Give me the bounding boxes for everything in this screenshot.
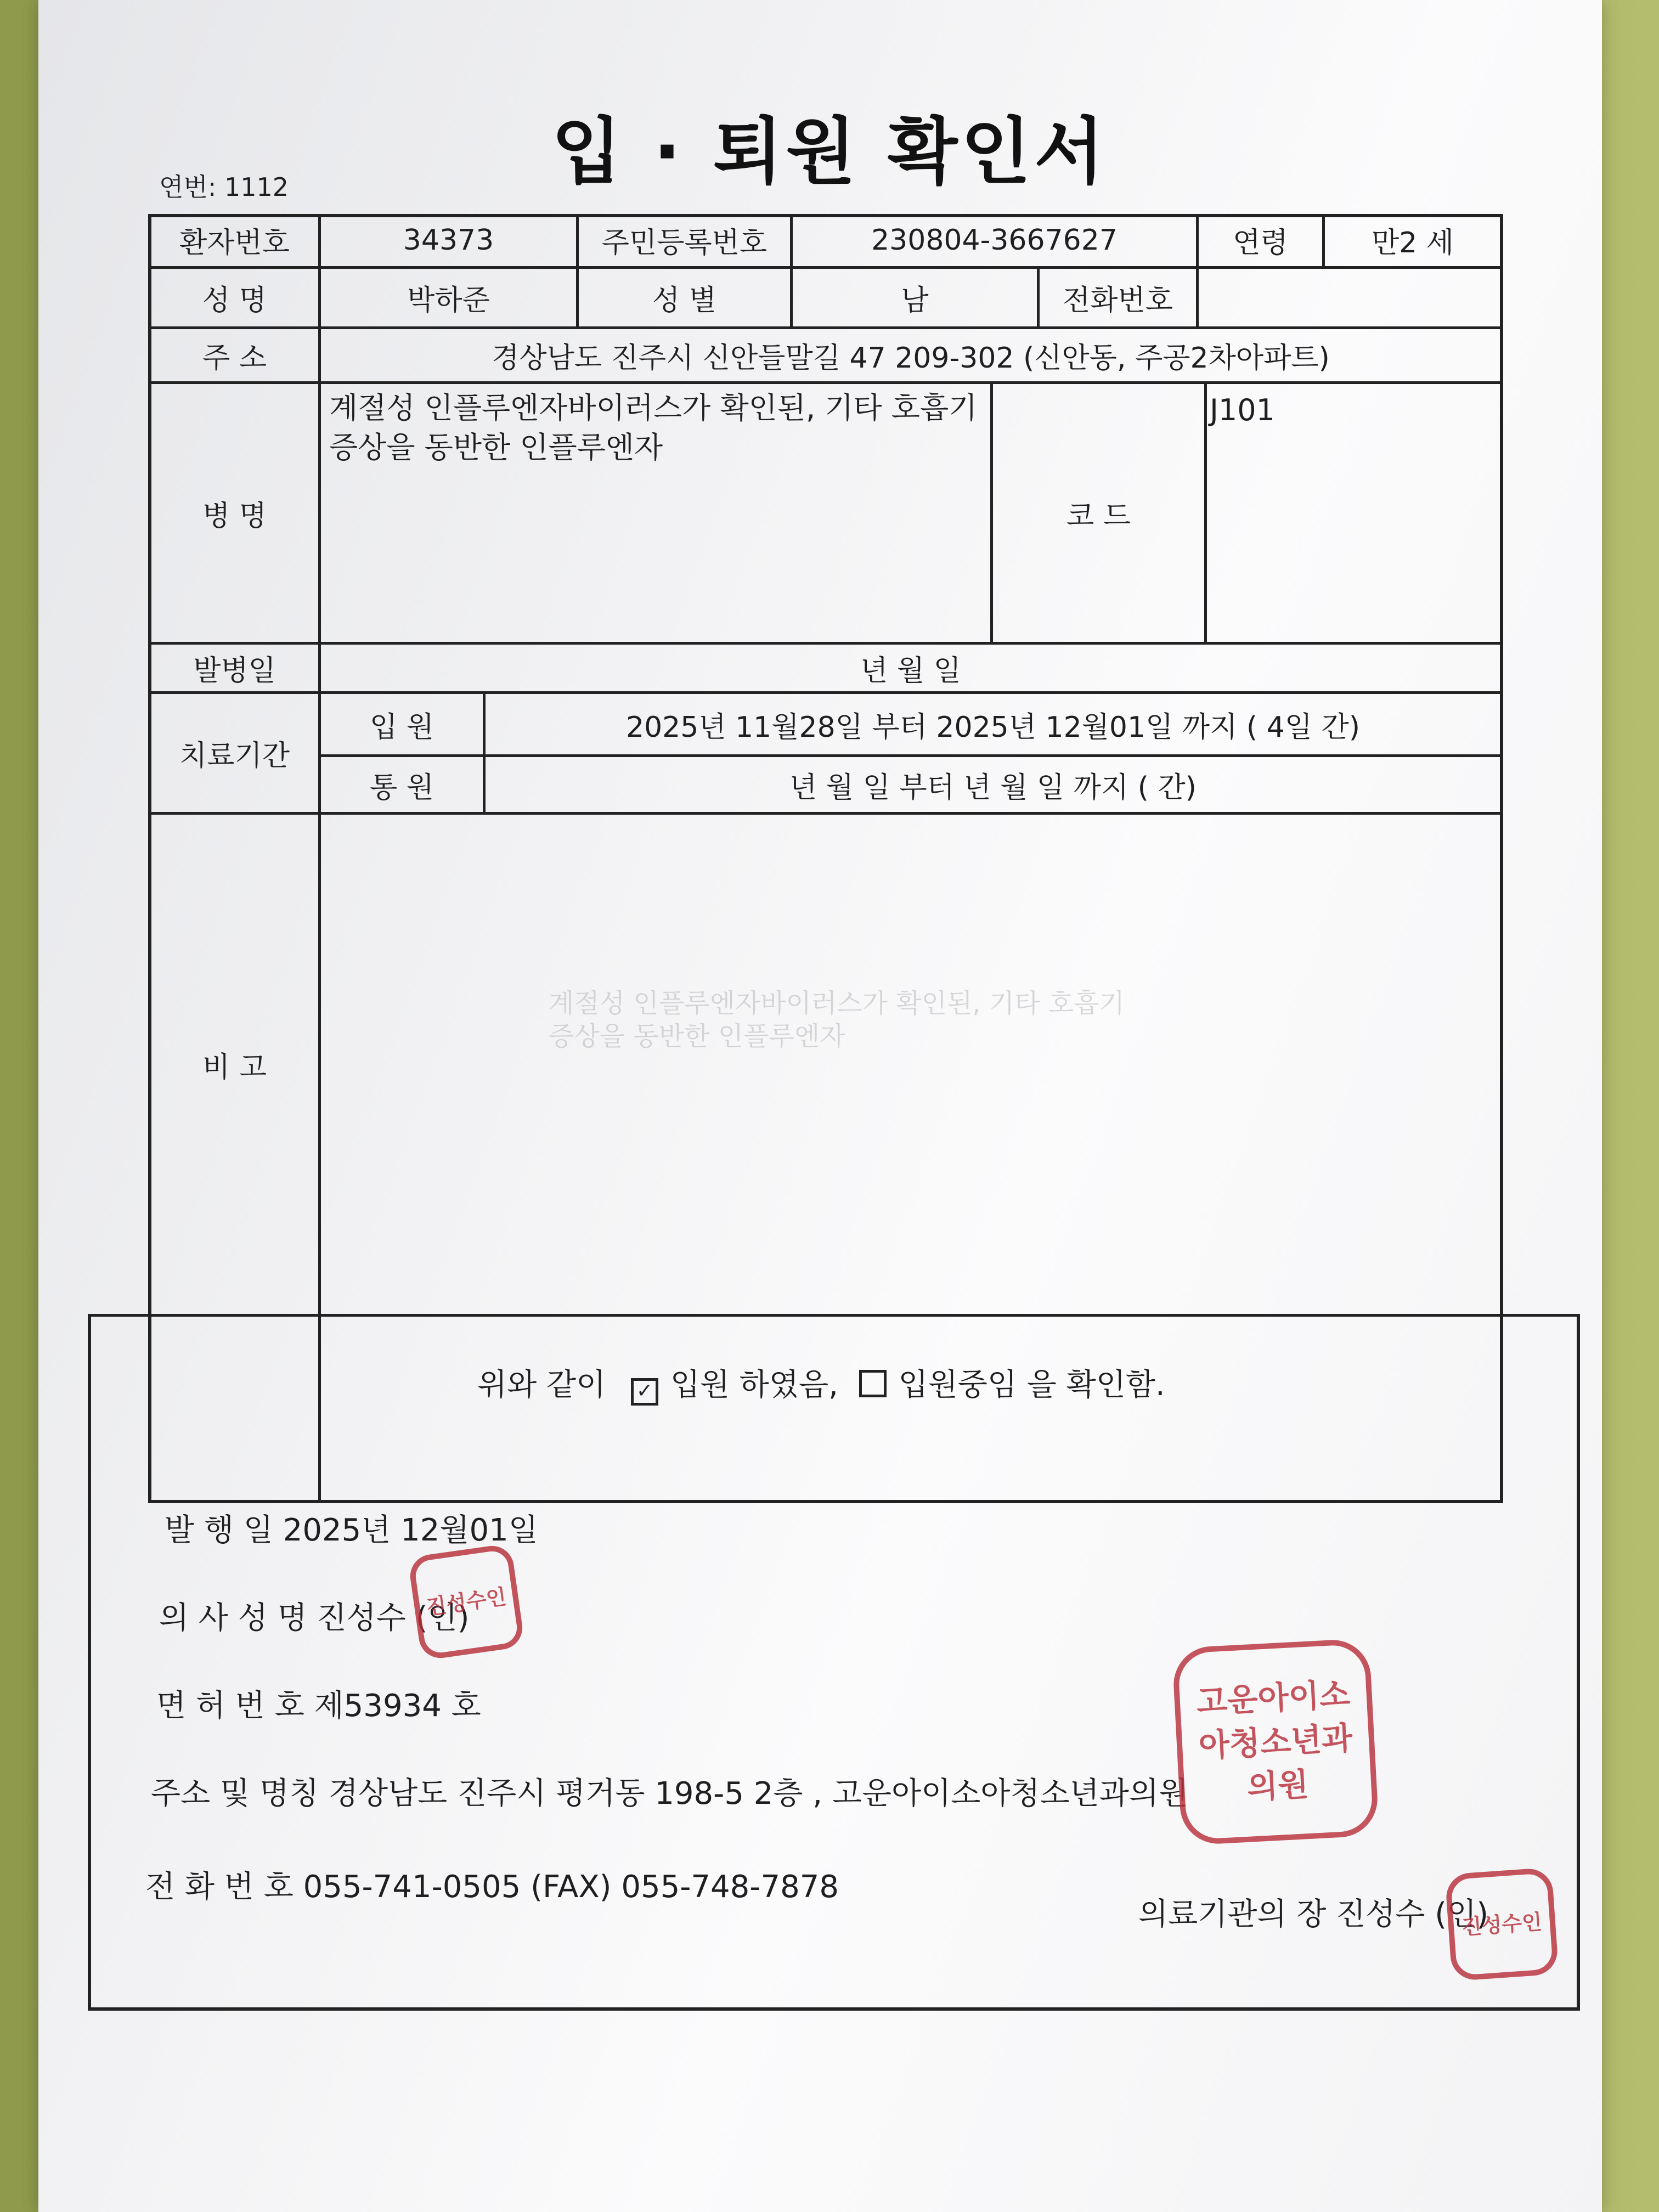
name-value: 박하준: [407, 284, 490, 317]
issue-date: 발 행 일 2025년 12월01일: [165, 1513, 538, 1548]
address-label: 주 소: [202, 342, 267, 375]
unchecked-checkbox-icon: [859, 1370, 887, 1397]
diagnosis-line-1: 계절성 인플루엔자바이러스가 확인된, 기타 호흡기: [329, 391, 978, 425]
checked-checkbox-icon: ✓: [631, 1378, 658, 1406]
document-title: 입 · 퇴원 확인서: [551, 110, 1108, 194]
onset-label: 발병일: [193, 654, 276, 687]
name-label: 성 명: [202, 284, 267, 317]
license-number: 면 허 번 호 제53934 호: [156, 1688, 481, 1724]
bleed-through-text: 계절성 인플루엔자바이러스가 확인된, 기타 호흡기: [549, 988, 1125, 1019]
code-label: 코 드: [1066, 499, 1131, 533]
confirmation-prefix: 위와 같이: [477, 1367, 606, 1403]
patient-no-value: 34373: [403, 223, 494, 257]
head-of-institution: 의료기관의 장 진성수 (인): [1138, 1897, 1489, 1932]
diagnosis-line-2: 증상을 동반한 인플루엔자: [329, 430, 663, 465]
code-value: J101: [1210, 393, 1275, 427]
address-value: 경상남도 진주시 신안들말길 47 209-302 (신안동, 주공2차아파트): [492, 342, 1330, 375]
option-hospitalized: 입원중임 을 확인함.: [898, 1367, 1165, 1403]
outpatient-period: 년 월 일 부터 년 월 일 까지 ( 간): [789, 771, 1197, 804]
table-rule: [148, 381, 1503, 384]
head-seal-stamp: 진성수인: [1444, 1867, 1559, 1981]
onset-value: 년 월 일: [860, 654, 961, 687]
inpatient-label: 입 원: [370, 710, 434, 744]
age-label: 연령: [1233, 227, 1288, 259]
age-value: 만2 세: [1371, 227, 1454, 259]
table-rule: [1204, 381, 1207, 642]
patient-no-label: 환자번호: [179, 227, 290, 259]
inpatient-period: 2025년 11월28일 부터 2025년 12월01일 까지 ( 4일 간): [625, 710, 1361, 744]
remarks-label: 비 고: [202, 1051, 267, 1084]
doctor-seal-stamp: 진성수인: [408, 1543, 526, 1661]
diagnosis-label: 병 명: [202, 499, 267, 533]
clinic-phone: 전 화 번 호 055-741-0505 (FAX) 055-748-7878: [145, 1869, 839, 1905]
clinic-address: 주소 및 명칭 경상남도 진주시 평거동 198-5 2층 , 고운아이소아청소년과의원: [151, 1776, 1189, 1812]
resident-no-value: 230804-3667627: [871, 223, 1118, 257]
gender-label: 성 별: [652, 284, 716, 317]
phone-value: [1199, 269, 1500, 326]
bleed-through-text: 증상을 동반한 인플루엔자: [549, 1021, 845, 1052]
phone-label: 전화번호: [1063, 284, 1173, 317]
clinic-seal-stamp: 고운아이소아청소년과의원: [1172, 1638, 1379, 1846]
option-admitted: 입원 하였음,: [670, 1367, 838, 1403]
serial-number: 연번: 1112: [159, 172, 289, 202]
remarks-value: [321, 815, 1500, 1314]
treatment-period-label: 치료기간: [179, 740, 290, 772]
table-rule: [88, 1314, 1580, 1317]
confirmation-statement: [477, 1361, 1165, 1406]
gender-value: 남: [901, 284, 929, 317]
resident-no-label: 주민등록번호: [601, 227, 768, 259]
outpatient-label: 통 원: [370, 771, 434, 804]
doctor-name: 의 사 성 명 진성수 (인): [159, 1600, 470, 1636]
